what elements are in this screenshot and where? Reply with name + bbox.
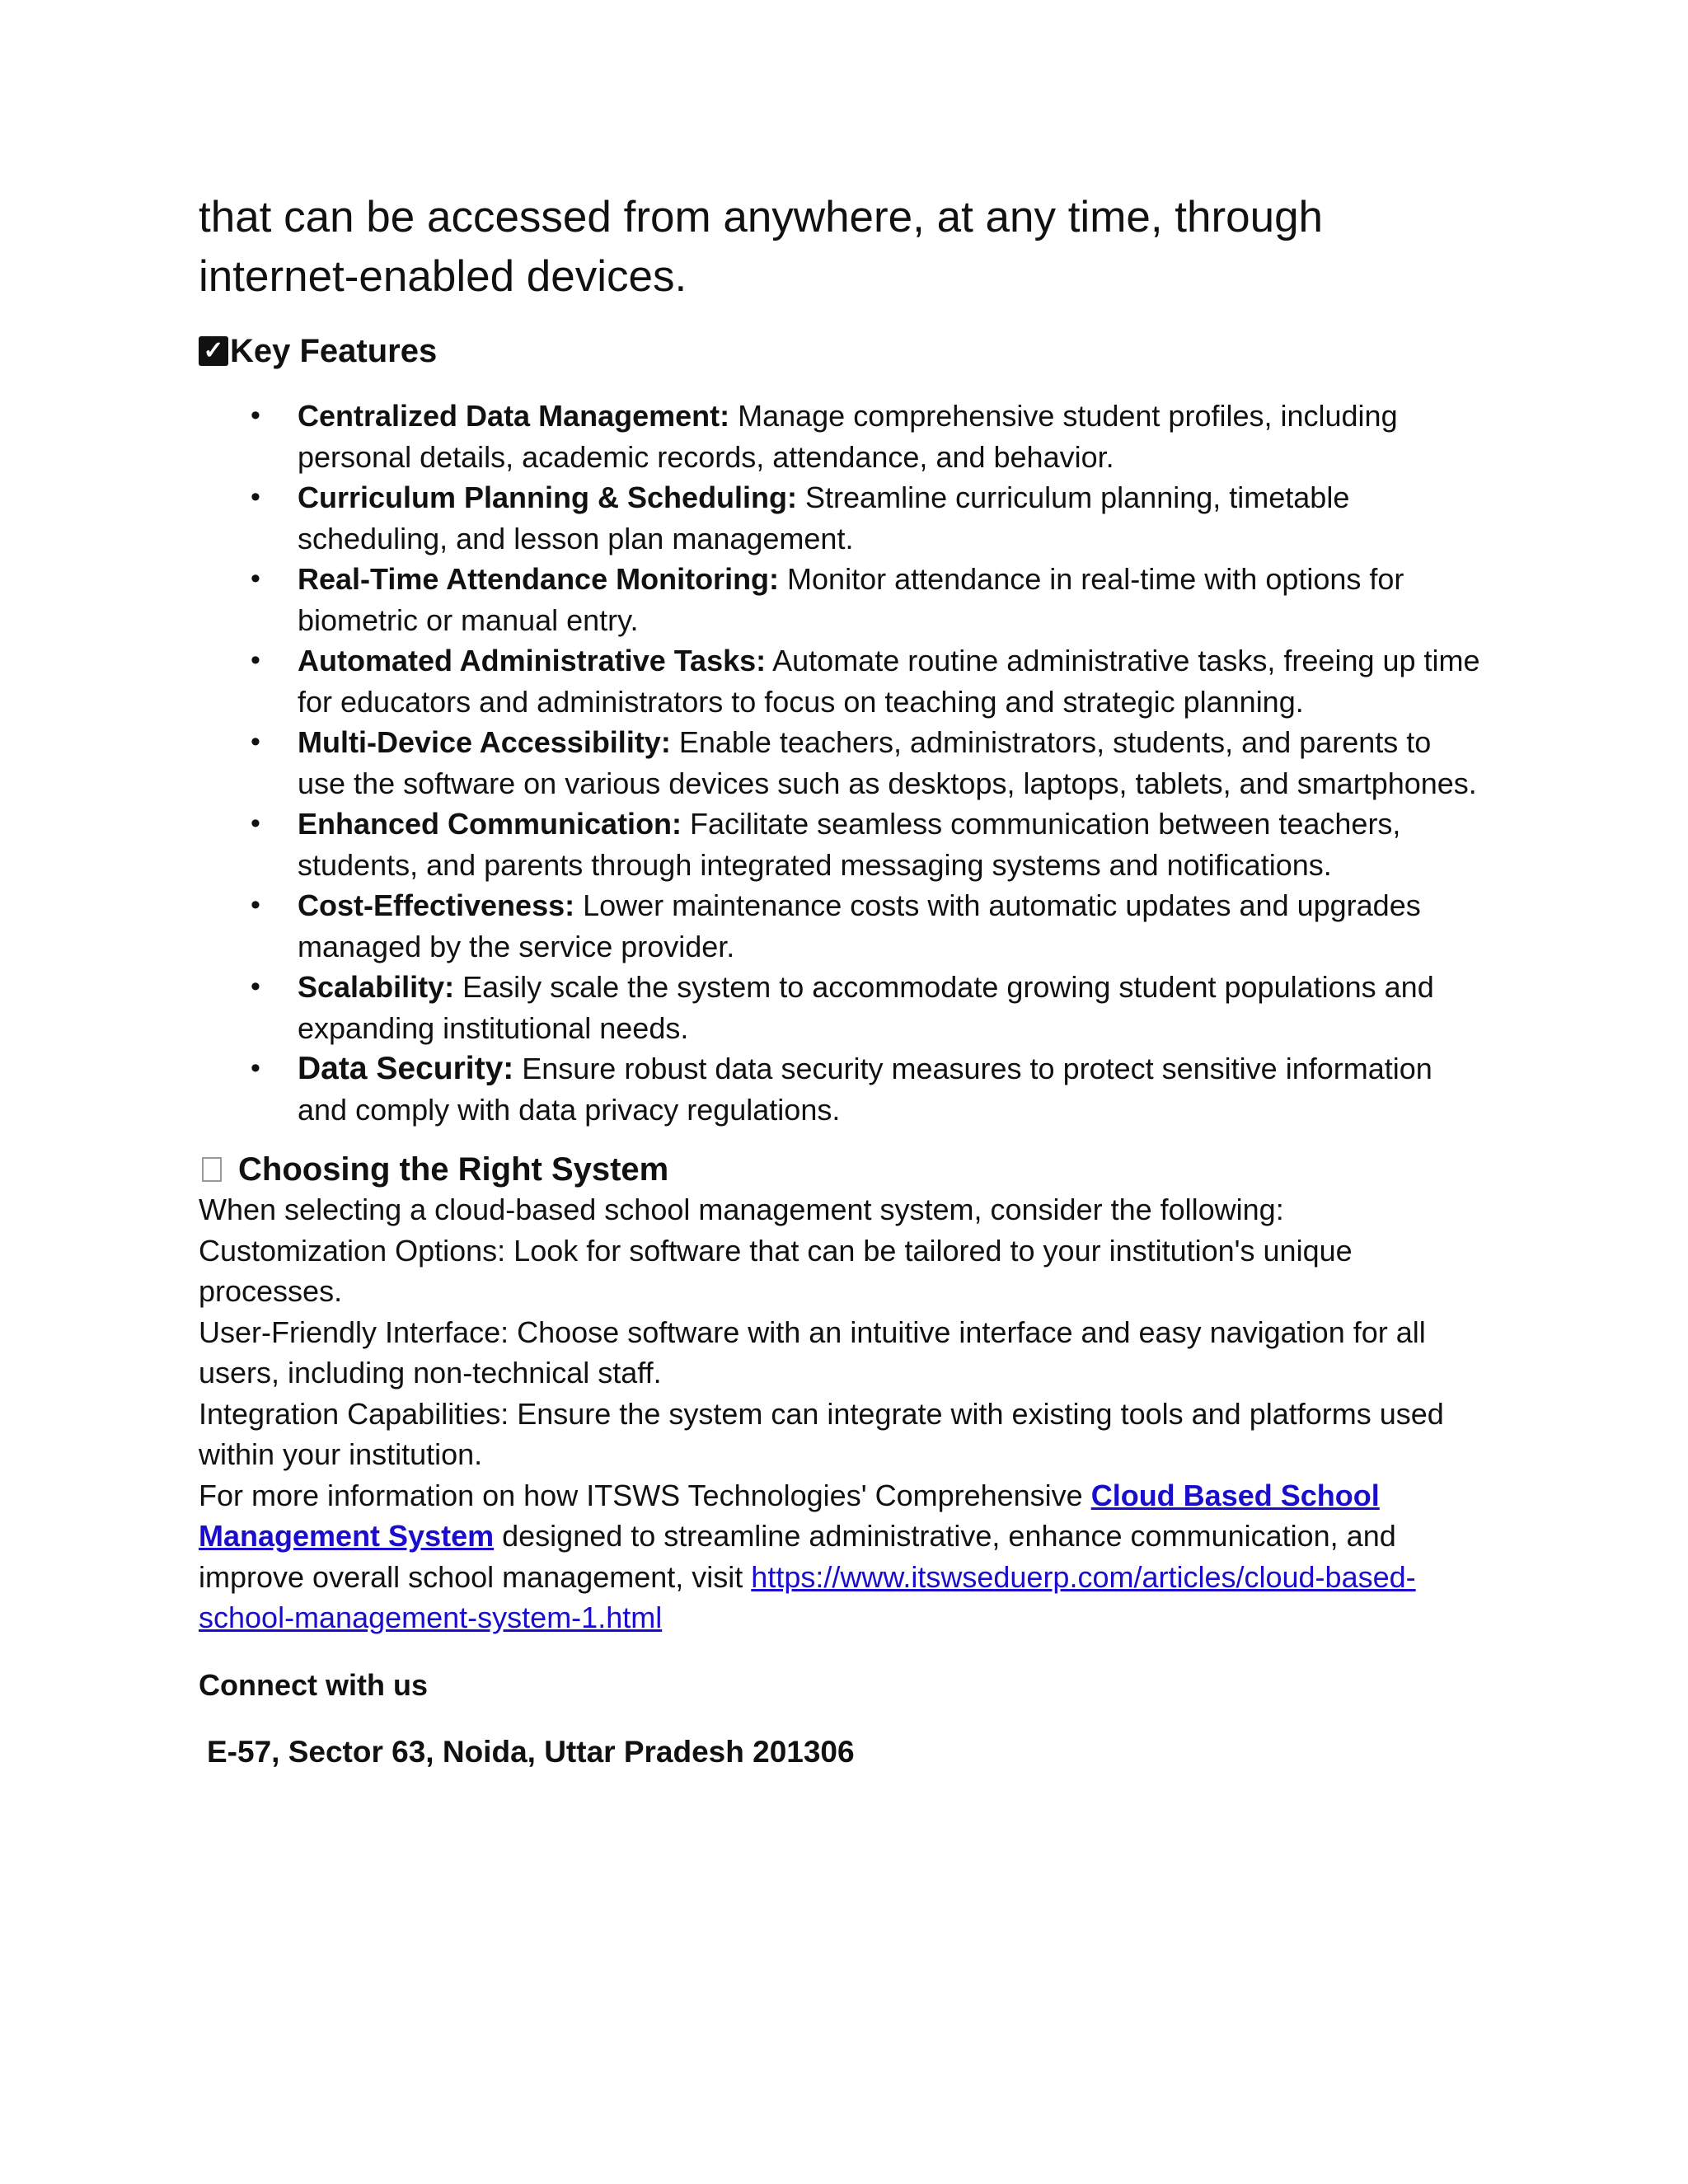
bullet: • (251, 1052, 260, 1084)
list-item (251, 559, 1484, 640)
more-info-prefix: For more information on how ITSWS Technologies' Comprehensive (199, 1478, 1091, 1512)
document-page (199, 188, 1484, 1773)
feature-title: Centralized Data Management: (298, 399, 730, 433)
feature-text: Easily scale the system to accommodate growing student populations and expanding institutional needs. (298, 970, 1434, 1045)
address-text: E-57, Sector 63, Noida, Uttar Pradesh 201306 (207, 1735, 855, 1769)
more-info-paragraph (199, 1475, 1484, 1638)
integration-paragraph: Integration Capabilities: Ensure the system can integrate with existing tools and platforms used within your institution. (199, 1396, 1444, 1471)
list-item (251, 722, 1484, 804)
bullet: • (251, 481, 260, 513)
intro-text: that can be accessed from anywhere, at any time, through internet-enabled devices. (199, 193, 1324, 301)
choosing-heading (199, 1150, 1484, 1189)
list-item (251, 1048, 1484, 1130)
list-item (251, 477, 1484, 559)
feature-text: Monitor attendance in real-time with options for biometric or manual entry. (298, 562, 1404, 637)
feature-title: Automated Administrative Tasks: (298, 644, 767, 677)
feature-title: Scalability: (298, 970, 455, 1004)
choosing-heading-text: Choosing the Right System (238, 1151, 669, 1188)
bullet: • (251, 808, 260, 839)
feature-text: Streamline curriculum planning, timetable scheduling, and lesson plan management. (298, 480, 1350, 555)
key-features-heading (199, 331, 1484, 371)
customization-paragraph: Customization Options: Look for software that can be tailored to your institution's unique processes. (199, 1233, 1353, 1308)
list-item (251, 396, 1484, 477)
bullet: • (251, 400, 260, 431)
feature-title: Cost-Effectiveness: (298, 888, 575, 922)
feature-text: Manage comprehensive student profiles, including personal details, academic records, attendance, and behavior. (298, 399, 1398, 474)
feature-title: Real-Time Attendance Monitoring: (298, 562, 780, 596)
more-info-middle: designed to streamline administrative, enhance communication, and improve overall school management, visit (199, 1519, 1396, 1594)
feature-title: Curriculum Planning & Scheduling: (298, 480, 798, 514)
list-item (251, 640, 1484, 722)
feature-text: Lower maintenance costs with automatic updates and upgrades managed by the service provider. (298, 888, 1421, 963)
feature-text: Ensure robust data security measures to protect sensitive information and comply with data privacy regulations. (298, 1052, 1432, 1127)
checkbox-checked-icon: ✓ (199, 336, 228, 366)
feature-text: Facilitate seamless communication between teachers, students, and parents through integrated messaging systems and notifications. (298, 807, 1401, 882)
feature-text: Automate routine administrative tasks, freeing up time for educators and administrators to focus on teaching and strategic planning. (298, 644, 1480, 719)
bullet: • (251, 644, 260, 676)
connect-heading: Connect with us (199, 1667, 428, 1702)
cloud-based-school-management-link[interactable]: Cloud Based School Management System (199, 1478, 1380, 1553)
missing-glyph-icon (202, 1157, 222, 1182)
list-item (251, 967, 1484, 1048)
bullet: • (251, 726, 260, 757)
article-url-link[interactable]: https://www.itswseduerp.com/articles/cloud-based-school-management-system-1.html (199, 1559, 1416, 1634)
feature-text: Enable teachers, administrators, students, and parents to use the software on various devices such as desktops, laptops, tablets, and smartphones. (298, 725, 1477, 800)
bullet: • (251, 889, 260, 921)
list-item (251, 804, 1484, 885)
bullet: • (251, 563, 260, 594)
choosing-lead: When selecting a cloud-based school management system, consider the following: (199, 1193, 1284, 1226)
bullet: • (251, 971, 260, 1002)
list-item (251, 885, 1484, 967)
feature-title: Enhanced Communication: (298, 807, 682, 841)
user-friendly-paragraph: User-Friendly Interface: Choose software with an intuitive interface and easy navigation for all users, including non-technical staff. (199, 1315, 1426, 1390)
key-features-list (199, 396, 1484, 1130)
feature-title: Multi-Device Accessibility: (298, 725, 671, 759)
key-features-heading-text: Key Features (230, 333, 438, 369)
feature-title: Data Security: (298, 1051, 514, 1086)
